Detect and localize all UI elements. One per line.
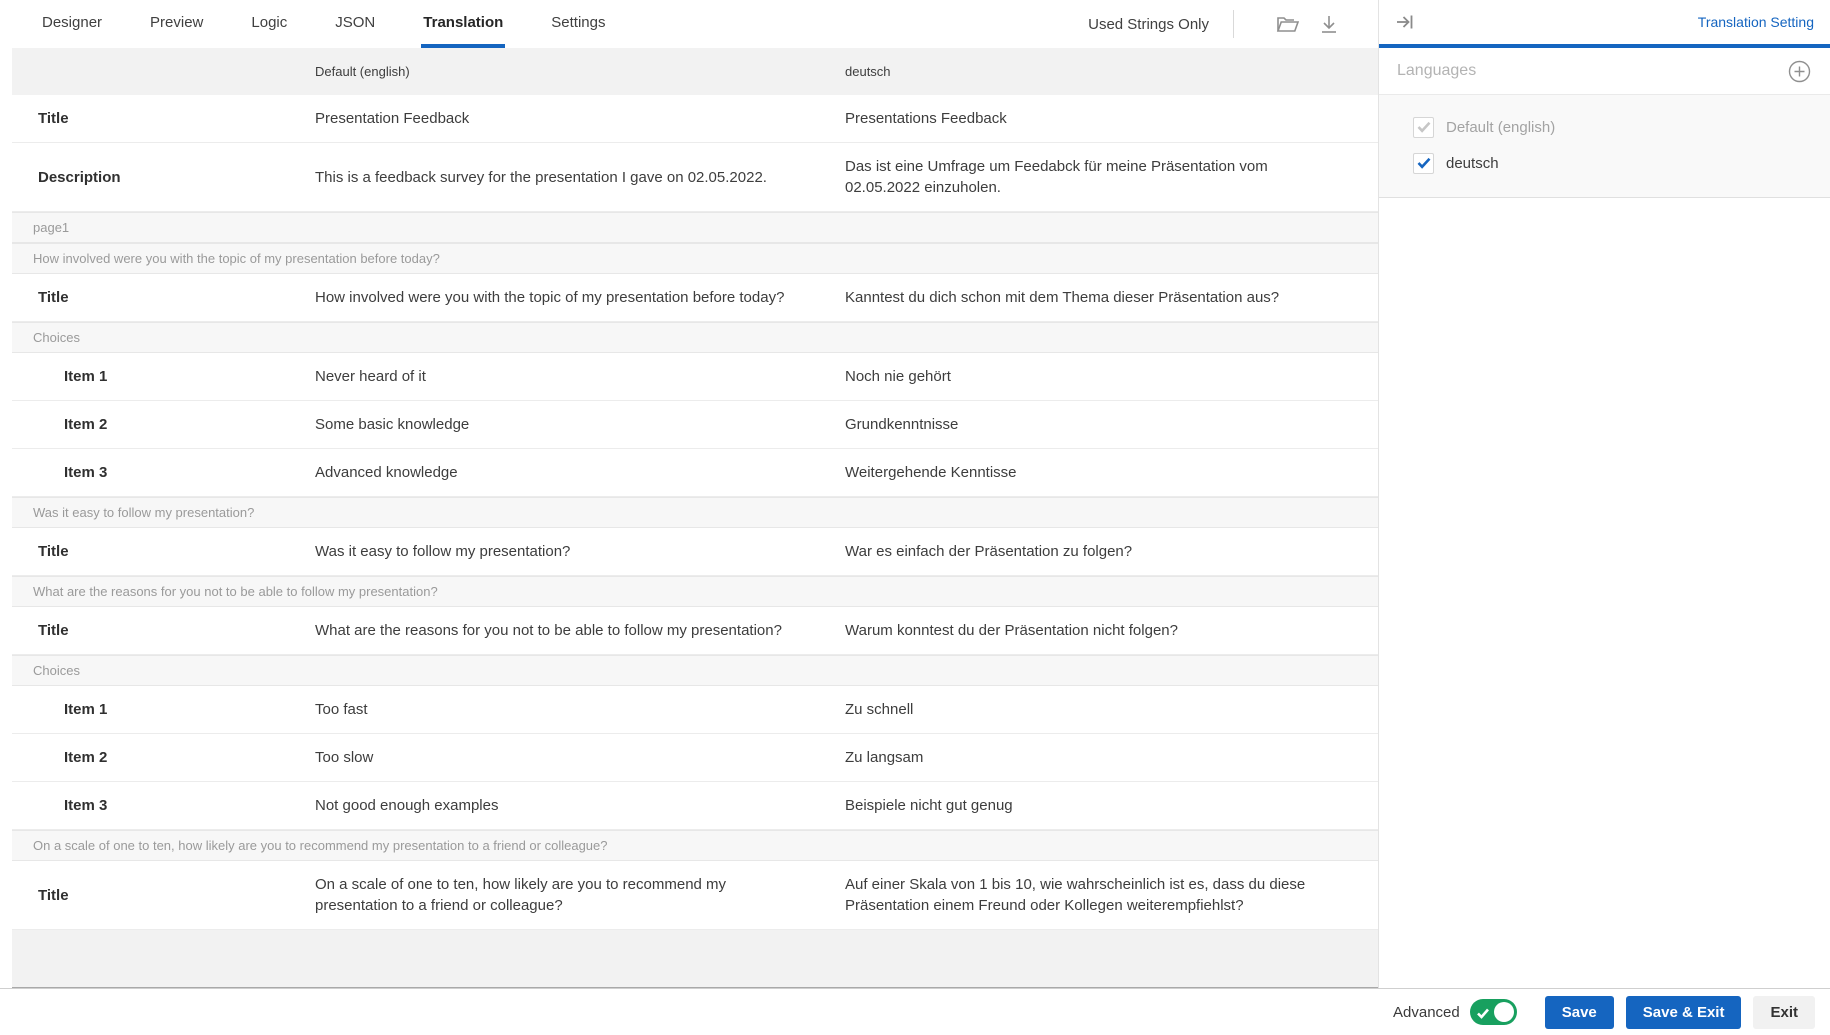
tab-translation[interactable]: Translation	[421, 0, 505, 48]
row-label: Title	[38, 622, 69, 639]
tab-preview[interactable]: Preview	[150, 13, 204, 31]
translation-toolbar	[1088, 0, 1378, 48]
cell-default-english[interactable]: Some basic knowledge	[315, 416, 470, 433]
header-translation-language: deutsch	[845, 64, 891, 79]
table-row	[12, 734, 1378, 782]
languages-header	[1379, 48, 1830, 95]
row-label: Title	[38, 110, 69, 127]
cell-deutsch[interactable]: Zu langsam	[845, 749, 924, 766]
cell-deutsch[interactable]: Grundkenntnisse	[845, 416, 959, 433]
exit-button[interactable]: Exit	[1753, 996, 1815, 1029]
cell-default-english[interactable]: Presentation Feedback	[315, 110, 470, 127]
tab-designer[interactable]: Designer	[42, 13, 103, 31]
language-name: deutsch	[1446, 154, 1499, 172]
row-label: Item 2	[64, 416, 108, 433]
row-label: Description	[38, 168, 121, 186]
cell-default-english[interactable]: How involved were you with the topic of my presentation before today?	[315, 289, 785, 306]
toolbar-divider	[1233, 10, 1234, 38]
section-label: What are the reasons for you not to be able to follow my presentation?	[33, 584, 438, 599]
tab-logic[interactable]: Logic	[251, 13, 288, 31]
tab-settings[interactable]: Settings	[551, 13, 606, 31]
table-row	[12, 143, 1378, 212]
table-row	[12, 861, 1378, 930]
creator-tabbar	[0, 0, 1378, 48]
toggle-knob	[1494, 1002, 1514, 1022]
cell-deutsch[interactable]: Beispiele nicht gut genug	[845, 797, 1013, 814]
section-label: page1	[33, 220, 70, 235]
cell-default-english[interactable]: Too slow	[315, 749, 374, 766]
cell-default-english[interactable]: Was it easy to follow my presentation?	[315, 543, 571, 560]
table-section-row	[12, 212, 1378, 243]
table-row	[12, 686, 1378, 734]
used-strings-only-label[interactable]: Used Strings Only	[1088, 15, 1209, 33]
language-checkbox[interactable]	[1413, 153, 1434, 174]
cell-default-english[interactable]: Never heard of it	[315, 368, 426, 385]
cell-default-english[interactable]: On a scale of one to ten, how likely are you to recommend my presentation to a friend or colleague?	[315, 876, 727, 914]
table-row	[12, 274, 1378, 322]
section-label: On a scale of one to ten, how likely are you to recommend my presentation to a friend or colleague?	[33, 838, 608, 853]
language-item[interactable]	[1413, 109, 1814, 145]
table-empty-area	[12, 930, 1378, 988]
cell-default-english[interactable]: What are the reasons for you not to be able to follow my presentation?	[315, 622, 782, 639]
cell-deutsch[interactable]: Noch nie gehört	[845, 368, 951, 385]
cell-deutsch[interactable]: Warum konntest du der Präsentation nicht folgen?	[845, 622, 1178, 639]
table-row	[12, 401, 1378, 449]
advanced-toggle[interactable]	[1470, 999, 1517, 1025]
row-label: Item 1	[64, 368, 108, 385]
section-label: Choices	[33, 330, 80, 345]
cell-deutsch[interactable]: Das ist eine Umfrage um Feedabck für meine Präsentation vom 02.05.2022 einzuholen.	[845, 158, 1268, 196]
cell-default-english[interactable]: This is a feedback survey for the presentation I gave on 02.05.2022.	[315, 168, 767, 186]
translation-table-header	[12, 48, 1378, 95]
table-row	[12, 95, 1378, 143]
panel-header	[1379, 0, 1830, 48]
table-section-row	[12, 830, 1378, 861]
row-label: Item 3	[64, 464, 108, 481]
header-default-language: Default (english)	[315, 64, 410, 79]
table-section-row	[12, 497, 1378, 528]
toggle-check-icon	[1477, 1006, 1489, 1024]
panel-title-tab[interactable]: Translation Setting	[1697, 14, 1814, 30]
import-folder-icon[interactable]	[1274, 11, 1300, 37]
cell-deutsch[interactable]: Weitergehende Kenntisse	[845, 464, 1017, 481]
collapse-panel-icon[interactable]	[1393, 10, 1417, 34]
row-label: Title	[38, 289, 69, 306]
row-label: Item 2	[64, 749, 108, 766]
header-empty-cell	[12, 59, 315, 85]
language-item[interactable]	[1413, 145, 1814, 181]
advanced-label: Advanced	[1393, 1003, 1460, 1021]
table-row	[12, 449, 1378, 497]
section-label: Was it easy to follow my presentation?	[33, 505, 255, 520]
cell-deutsch[interactable]: Auf einer Skala von 1 bis 10, wie wahrscheinlich ist es, dass du diese Präsentation einem Freund oder Kollegen weiterempfiehlst?	[845, 876, 1306, 914]
table-section-row	[12, 655, 1378, 686]
language-list	[1379, 95, 1830, 198]
row-label: Item 3	[64, 797, 108, 814]
cell-deutsch[interactable]: War es einfach der Präsentation zu folgen?	[845, 543, 1133, 560]
table-row	[12, 782, 1378, 830]
cell-deutsch[interactable]: Presentations Feedback	[845, 110, 1007, 127]
export-download-icon[interactable]	[1316, 11, 1342, 37]
save-and-exit-button[interactable]: Save & Exit	[1626, 996, 1742, 1029]
section-label: How involved were you with the topic of my presentation before today?	[33, 251, 440, 266]
table-section-row	[12, 322, 1378, 353]
row-label: Title	[38, 543, 69, 560]
languages-label: Languages	[1397, 62, 1477, 79]
translation-settings-panel	[1378, 0, 1830, 988]
cell-deutsch[interactable]: Zu schnell	[845, 701, 914, 718]
language-checkbox[interactable]	[1413, 117, 1434, 138]
cell-default-english[interactable]: Advanced knowledge	[315, 464, 458, 481]
row-label: Item 1	[64, 701, 108, 718]
add-language-icon[interactable]	[1786, 58, 1812, 84]
footer-bar	[0, 988, 1830, 1035]
language-name: Default (english)	[1446, 118, 1556, 136]
translation-table	[12, 48, 1378, 930]
save-button[interactable]: Save	[1545, 996, 1614, 1029]
table-row	[12, 353, 1378, 401]
tab-json[interactable]: JSON	[335, 13, 376, 31]
cell-deutsch[interactable]: Kanntest du dich schon mit dem Thema dieser Präsentation aus?	[845, 289, 1280, 306]
row-label: Title	[38, 886, 69, 904]
cell-default-english[interactable]: Too fast	[315, 701, 368, 718]
section-label: Choices	[33, 663, 80, 678]
table-row	[12, 528, 1378, 576]
table-section-row	[12, 576, 1378, 607]
table-section-row	[12, 243, 1378, 274]
table-row	[12, 607, 1378, 655]
cell-default-english[interactable]: Not good enough examples	[315, 797, 499, 814]
